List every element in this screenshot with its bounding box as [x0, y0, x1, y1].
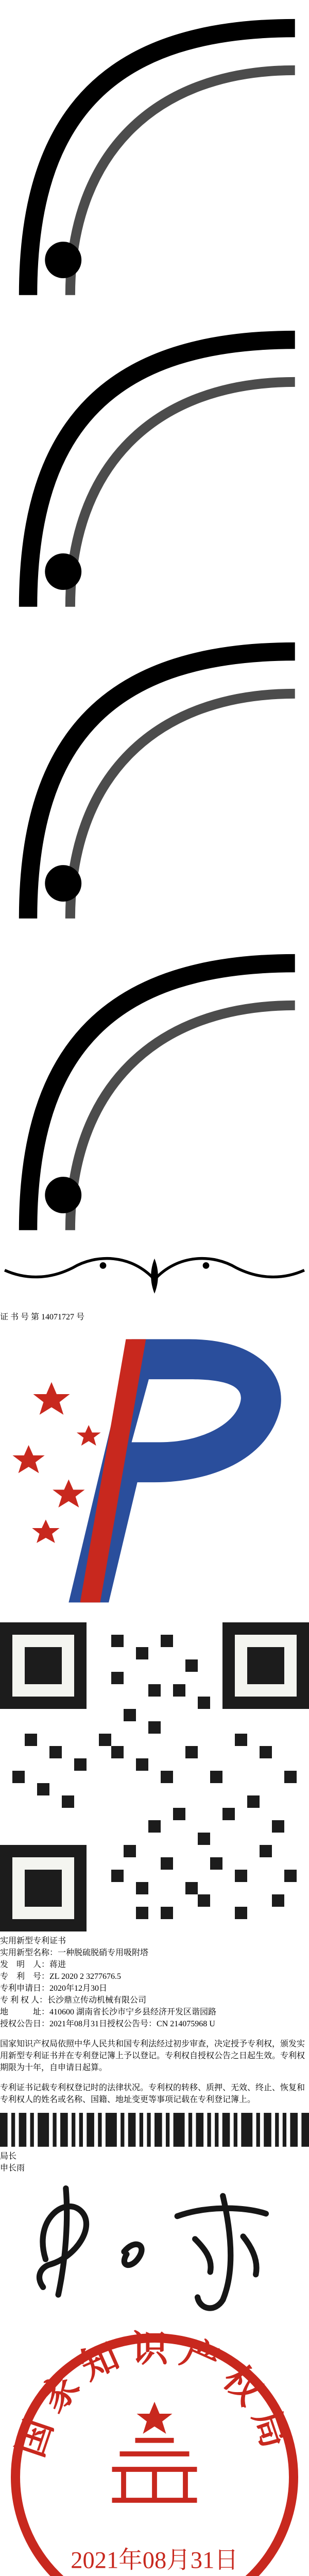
- field-label: 专 利 权 人：: [0, 1995, 48, 2005]
- border-corner-flourish: [0, 935, 309, 1247]
- field-filing-date: [0, 1981, 309, 1993]
- cnipa-red-seal: [0, 2323, 309, 2576]
- director-printed-name: 申长雨: [0, 2163, 25, 2173]
- field-value: 2020年12月30日: [49, 1984, 108, 1993]
- field-label: 授权公告日：: [0, 2019, 50, 2028]
- director-title-label: 局长: [0, 2151, 17, 2161]
- field-label: 专利申请日：: [0, 1984, 50, 1993]
- legal-paragraph: 专利证书记载专利权登记时的法律状况。专利权的转移、质押、无效、终止、恢复和专利权人的姓名或名称、国籍、地址变更等事项记载在专利登记簿上。: [0, 2083, 305, 2104]
- certificate-fields: [0, 1946, 309, 2029]
- seal-date: 2021年08月31日: [71, 2547, 238, 2574]
- field-label: 授权公告号：: [107, 2019, 157, 2028]
- field-value: 2021年08月31日: [49, 2019, 108, 2028]
- qr-code: [0, 1622, 309, 1934]
- legal-boilerplate: [0, 2037, 309, 2105]
- border-corner-flourish: [0, 0, 309, 312]
- field-label: 地 址：: [0, 2007, 50, 2016]
- field-label: 发 明 人：: [0, 1960, 50, 1969]
- field-inventor: [0, 1958, 309, 1970]
- field-grant-date: [0, 2020, 107, 2028]
- border-corner-flourish: [0, 623, 309, 935]
- cnipa-patent-logo-icon: [0, 1322, 309, 1622]
- director-signature: [0, 2173, 309, 2323]
- field-label: 实用新型名称：: [0, 1948, 58, 1957]
- field-value: ZL 2020 2 3277676.5: [49, 1972, 121, 1981]
- field-value: 410600 湖南省长沙市宁乡县经济开发区谐园路: [49, 2007, 217, 2016]
- barcode: [0, 2113, 309, 2149]
- field-label: 专 利 号：: [0, 1972, 50, 1981]
- certificate-number: 证 书 号 第 14071727 号: [0, 1313, 85, 1322]
- field-value: CN 214075968 U: [157, 2019, 215, 2028]
- field-value: 蒋进: [49, 1960, 66, 1969]
- legal-paragraph: 国家知识产权局依照中华人民共和国专利法经过初步审查，决定授予专利权，颁发实用新型专利证书并在专利登记簿上予以登记。专利权自授权公告之日起生效。专利权期限为十年，自申请日起算。: [0, 2039, 305, 2072]
- field-value: 一种脱硫脱硝专用吸附塔: [58, 1948, 149, 1957]
- field-address: [0, 2005, 309, 2017]
- border-corner-flourish: [0, 312, 309, 623]
- field-grant-date-and-number: [0, 2017, 309, 2029]
- field-grant-number: [107, 2020, 215, 2028]
- border-top-crest-ornament: [0, 1247, 309, 1310]
- field-patentee: [0, 1993, 309, 2005]
- seal-ring-text: 国家知识产权局: [10, 2329, 299, 2462]
- seal-emblem-gate: [112, 2441, 197, 2500]
- certificate-title: 实用新型专利证书: [0, 1936, 66, 1945]
- field-value: 长沙鼎立传动机械有限公司: [47, 1995, 147, 2005]
- field-patent-number: [0, 1970, 309, 1981]
- seal-star: [137, 2402, 173, 2434]
- field-utility-model-name: [0, 1946, 309, 1958]
